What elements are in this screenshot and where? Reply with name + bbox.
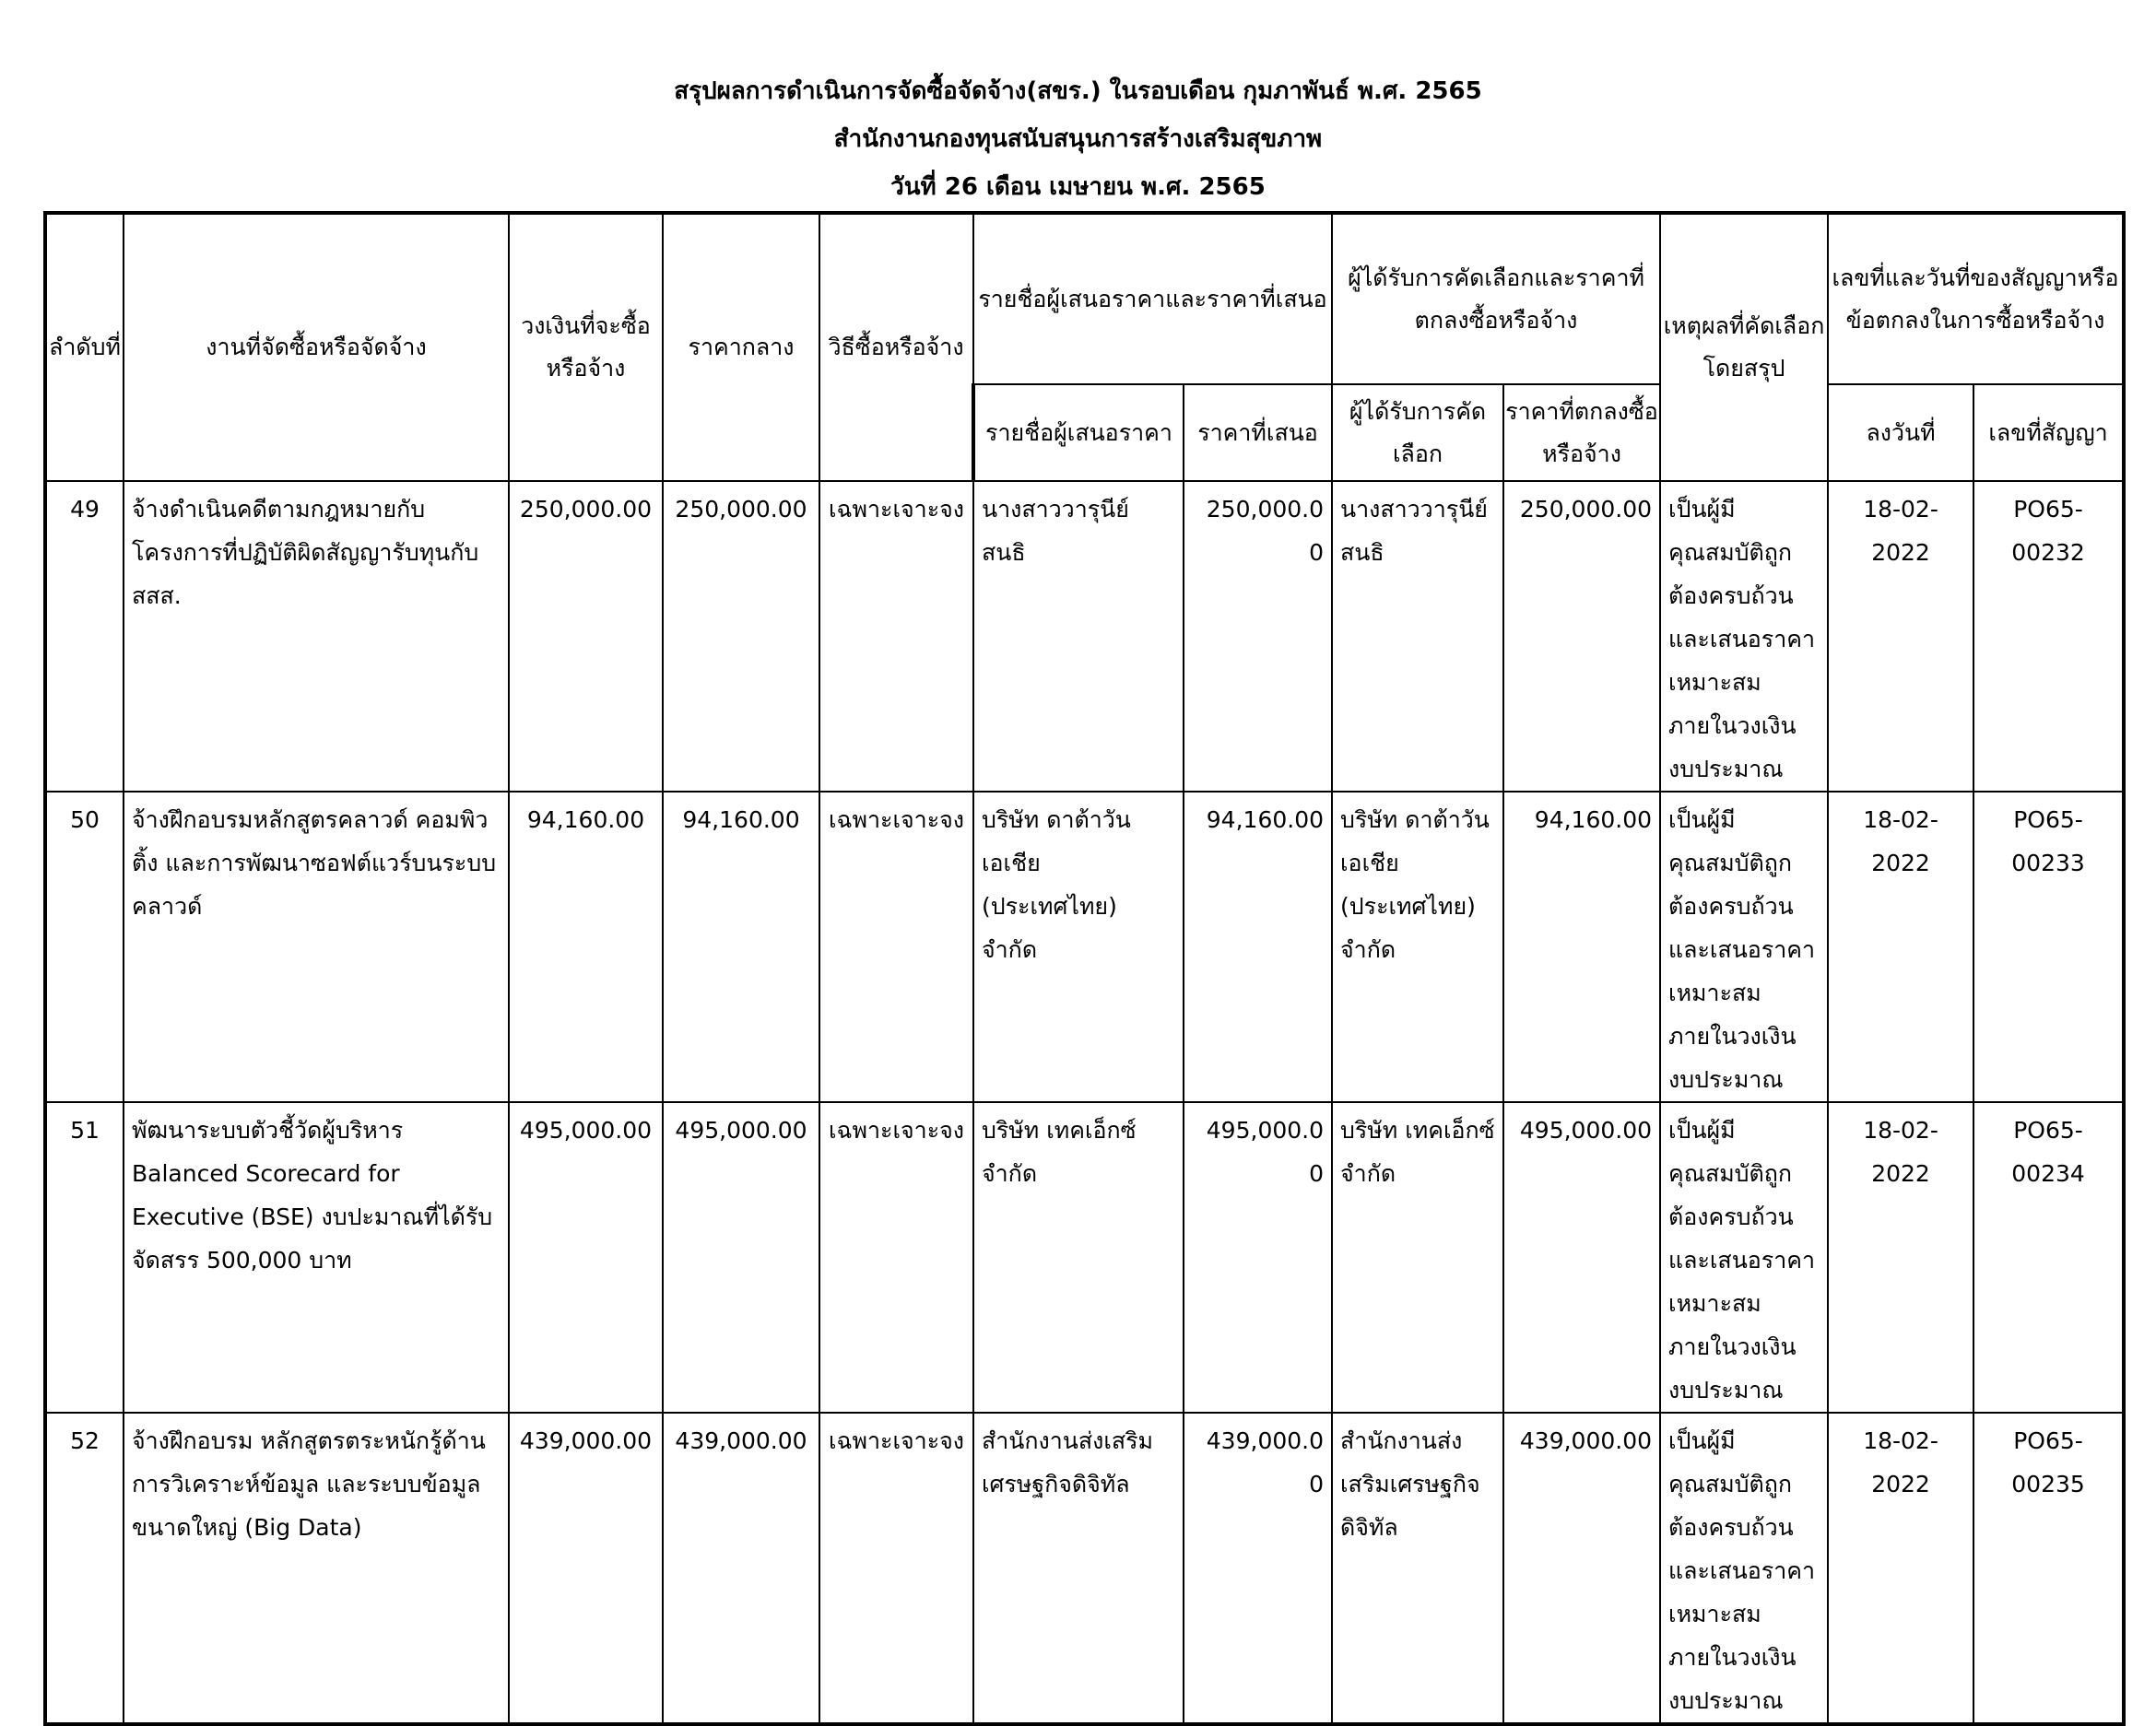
report-title: สรุปผลการดำเนินการจัดซื้อจัดจ้าง(สขร.) ในรอบเดือน กุมภาพันธ์ พ.ศ. 2565: [674, 77, 1482, 105]
procurement-table: [43, 211, 2126, 1726]
header-budget: วงเงินที่จะซื้อหรือจ้าง: [509, 213, 663, 481]
header-contract-no: เลขที่สัญญา: [1973, 384, 2124, 481]
row-bidder: บริษัท เทคเอ็กซ์ จำกัด: [973, 1102, 1184, 1413]
row-work: จ้างดำเนินคดีตามกฎหมายกับโครงการที่ปฏิบัติผิดสัญญารับทุนกับ สสส.: [124, 481, 509, 792]
row-reason: เป็นผู้มีคุณสมบัติถูกต้องครบถ้วนและเสนอราคาเหมาะสมภายในวงเงินงบประมาณ: [1660, 481, 1828, 792]
organization-name: สำนักงานกองทุนสนับสนุนการสร้างเสริมสุขภาพ: [833, 125, 1323, 153]
row-contract-date: 18-02-2022: [1828, 792, 1973, 1102]
row-bid-price: 94,160.00: [1184, 792, 1332, 1102]
row-contract-date: 18-02-2022: [1828, 481, 1973, 792]
row-reason: เป็นผู้มีคุณสมบัติถูกต้องครบถ้วนและเสนอราคาเหมาะสมภายในวงเงินงบประมาณ: [1660, 792, 1828, 1102]
table-row: [45, 792, 2124, 1102]
row-bidder: บริษัท ดาต้าวัน เอเชีย (ประเทศไทย) จำกัด: [973, 792, 1184, 1102]
row-contract-no: PO65-00235: [1973, 1413, 2124, 1724]
row-bid-price: 495,000.00: [1184, 1102, 1332, 1413]
row-budget: 439,000.00: [509, 1413, 663, 1724]
row-method: เฉพาะเจาะจง: [819, 1413, 973, 1724]
row-median-price: 439,000.00: [663, 1413, 819, 1724]
row-agreed-price: 495,000.00: [1503, 1102, 1660, 1413]
header-bid-price: ราคาที่เสนอ: [1184, 384, 1332, 481]
row-median-price: 250,000.00: [663, 481, 819, 792]
header-method: วิธีซื้อหรือจ้าง: [819, 213, 973, 481]
header-contract-group: เลขที่และวันที่ของสัญญาหรือข้อตกลงในการซื้อหรือจ้าง: [1828, 213, 2124, 384]
row-agreed-price: 94,160.00: [1503, 792, 1660, 1102]
header-median-price: ราคากลาง: [663, 213, 819, 481]
header-bidders-group: รายชื่อผู้เสนอราคาและราคาที่เสนอ: [973, 213, 1332, 384]
header-bidder-name: รายชื่อผู้เสนอราคา: [973, 384, 1184, 481]
row-work: พัฒนาระบบตัวชี้วัดผู้บริหาร Balanced Scorecard for Executive (BSE) งบปะมาณที่ได้รับจัดสรร 500,000 บาท: [124, 1102, 509, 1413]
row-bid-price: 250,000.00: [1184, 481, 1332, 792]
report-date: วันที่ 26 เดือน เมษายน พ.ศ. 2565: [890, 173, 1266, 201]
header-reason: เหตุผลที่คัดเลือกโดยสรุป: [1660, 213, 1828, 481]
row-budget: 495,000.00: [509, 1102, 663, 1413]
row-no: 49: [45, 481, 124, 792]
row-work: จ้างฝึกอบรมหลักสูตรคลาวด์ คอมพิวติ้ง และการพัฒนาซอฟต์แวร์บนระบบคลาวด์: [124, 792, 509, 1102]
row-contract-no: PO65-00234: [1973, 1102, 2124, 1413]
row-no: 52: [45, 1413, 124, 1724]
row-budget: 250,000.00: [509, 481, 663, 792]
row-selected: นางสาววารุนีย์ สนธิ: [1332, 481, 1503, 792]
header-selected-group: ผู้ได้รับการคัดเลือกและราคาที่ตกลงซื้อหรือจ้าง: [1332, 213, 1660, 384]
row-agreed-price: 250,000.00: [1503, 481, 1660, 792]
row-work: จ้างฝึกอบรม หลักสูตรตระหนักรู้ด้านการวิเคราะห์ข้อมูล และระบบข้อมูลขนาดใหญ่ (Big Data): [124, 1413, 509, 1724]
row-selected: บริษัท ดาต้าวัน เอเชีย (ประเทศไทย) จำกัด: [1332, 792, 1503, 1102]
row-contract-date: 18-02-2022: [1828, 1413, 1973, 1724]
row-reason: เป็นผู้มีคุณสมบัติถูกต้องครบถ้วนและเสนอราคาเหมาะสมภายในวงเงินงบประมาณ: [1660, 1102, 1828, 1413]
header-work: งานที่จัดซื้อหรือจัดจ้าง: [124, 213, 509, 481]
row-method: เฉพาะเจาะจง: [819, 1102, 973, 1413]
table-row: [45, 1413, 2124, 1724]
table-row: [45, 1102, 2124, 1413]
row-median-price: 495,000.00: [663, 1102, 819, 1413]
header-agreed-price: ราคาที่ตกลงซื้อหรือจ้าง: [1503, 384, 1660, 481]
row-selected: บริษัท เทคเอ็กซ์ จำกัด: [1332, 1102, 1503, 1413]
header-selected-name: ผู้ได้รับการคัดเลือก: [1332, 384, 1503, 481]
row-reason: เป็นผู้มีคุณสมบัติถูกต้องครบถ้วนและเสนอราคาเหมาะสมภายในวงเงินงบประมาณ: [1660, 1413, 1828, 1724]
row-no: 51: [45, 1102, 124, 1413]
row-no: 50: [45, 792, 124, 1102]
row-contract-no: PO65-00232: [1973, 481, 2124, 792]
row-contract-date: 18-02-2022: [1828, 1102, 1973, 1413]
row-method: เฉพาะเจาะจง: [819, 481, 973, 792]
row-budget: 94,160.00: [509, 792, 663, 1102]
row-method: เฉพาะเจาะจง: [819, 792, 973, 1102]
row-agreed-price: 439,000.00: [1503, 1413, 1660, 1724]
row-median-price: 94,160.00: [663, 792, 819, 1102]
row-bid-price: 439,000.00: [1184, 1413, 1332, 1724]
header-no: ลำดับที่: [45, 213, 124, 481]
row-bidder: นางสาววารุนีย์ สนธิ: [973, 481, 1184, 792]
row-selected: สำนักงานส่งเสริมเศรษฐกิจดิจิทัล: [1332, 1413, 1503, 1724]
header-contract-date: ลงวันที่: [1828, 384, 1973, 481]
row-contract-no: PO65-00233: [1973, 792, 2124, 1102]
table-row: [45, 481, 2124, 792]
row-bidder: สำนักงานส่งเสริมเศรษฐกิจดิจิทัล: [973, 1413, 1184, 1724]
